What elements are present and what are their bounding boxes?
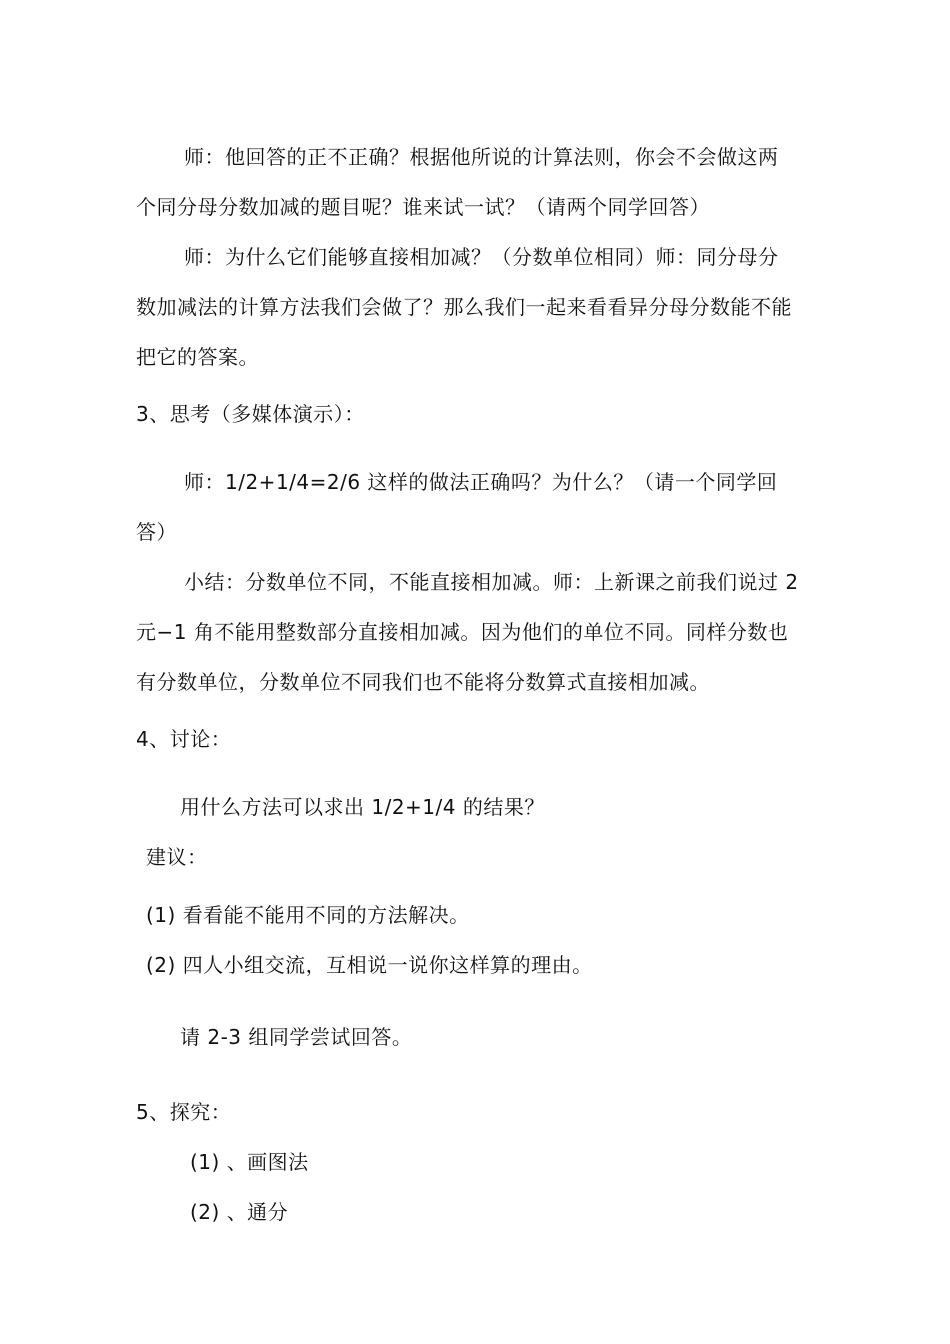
list-item: (1) 看看能不能用不同的方法解决。 — [146, 903, 470, 927]
paragraph-line: 用什么方法可以求出 1/2+1/4 的结果？ — [180, 795, 545, 819]
paragraph-line: 师：他回答的正不正确？根据他所说的计算法则，你会不会做这两 — [184, 145, 779, 169]
paragraph-line: 元−1 角不能用整数部分直接相加减。因为他们的单位不同。同样分数也 — [136, 620, 789, 644]
paragraph-line: 有分数单位，分数单位不同我们也不能将分数算式直接相加减。 — [136, 670, 710, 694]
paragraph-line: 把它的答案。 — [136, 345, 259, 369]
paragraph-line: 小结：分数单位不同，不能直接相加减。师：上新课之前我们说过 2 — [184, 570, 799, 594]
list-item: (2) 、通分 — [190, 1200, 289, 1224]
paragraph-line: 建议： — [146, 845, 208, 869]
section-heading: 5、探究： — [136, 1100, 232, 1124]
paragraph-line: 请 2-3 组同学尝试回答。 — [180, 1025, 413, 1049]
paragraph-line: 个同分母分数加减的题目呢？谁来试一试？（请两个同学回答） — [136, 195, 710, 219]
paragraph-line: 数加减法的计算方法我们会做了？那么我们一起来看看异分母分数能不能 — [136, 295, 792, 319]
paragraph-line: 师：为什么它们能够直接相加减？（分数单位相同）师：同分母分 — [184, 245, 779, 269]
paragraph-line: 师：1/2+1/4=2/6 这样的做法正确吗？为什么？（请一个同学回 — [184, 470, 778, 494]
paragraph-line: 答） — [136, 520, 177, 544]
section-heading: 3、思考（多媒体演示）： — [136, 402, 365, 426]
section-heading: 4、讨论： — [136, 727, 232, 751]
list-item: (1) 、画图法 — [190, 1150, 309, 1174]
list-item: (2) 四人小组交流，互相说一说你这样算的理由。 — [146, 953, 593, 977]
